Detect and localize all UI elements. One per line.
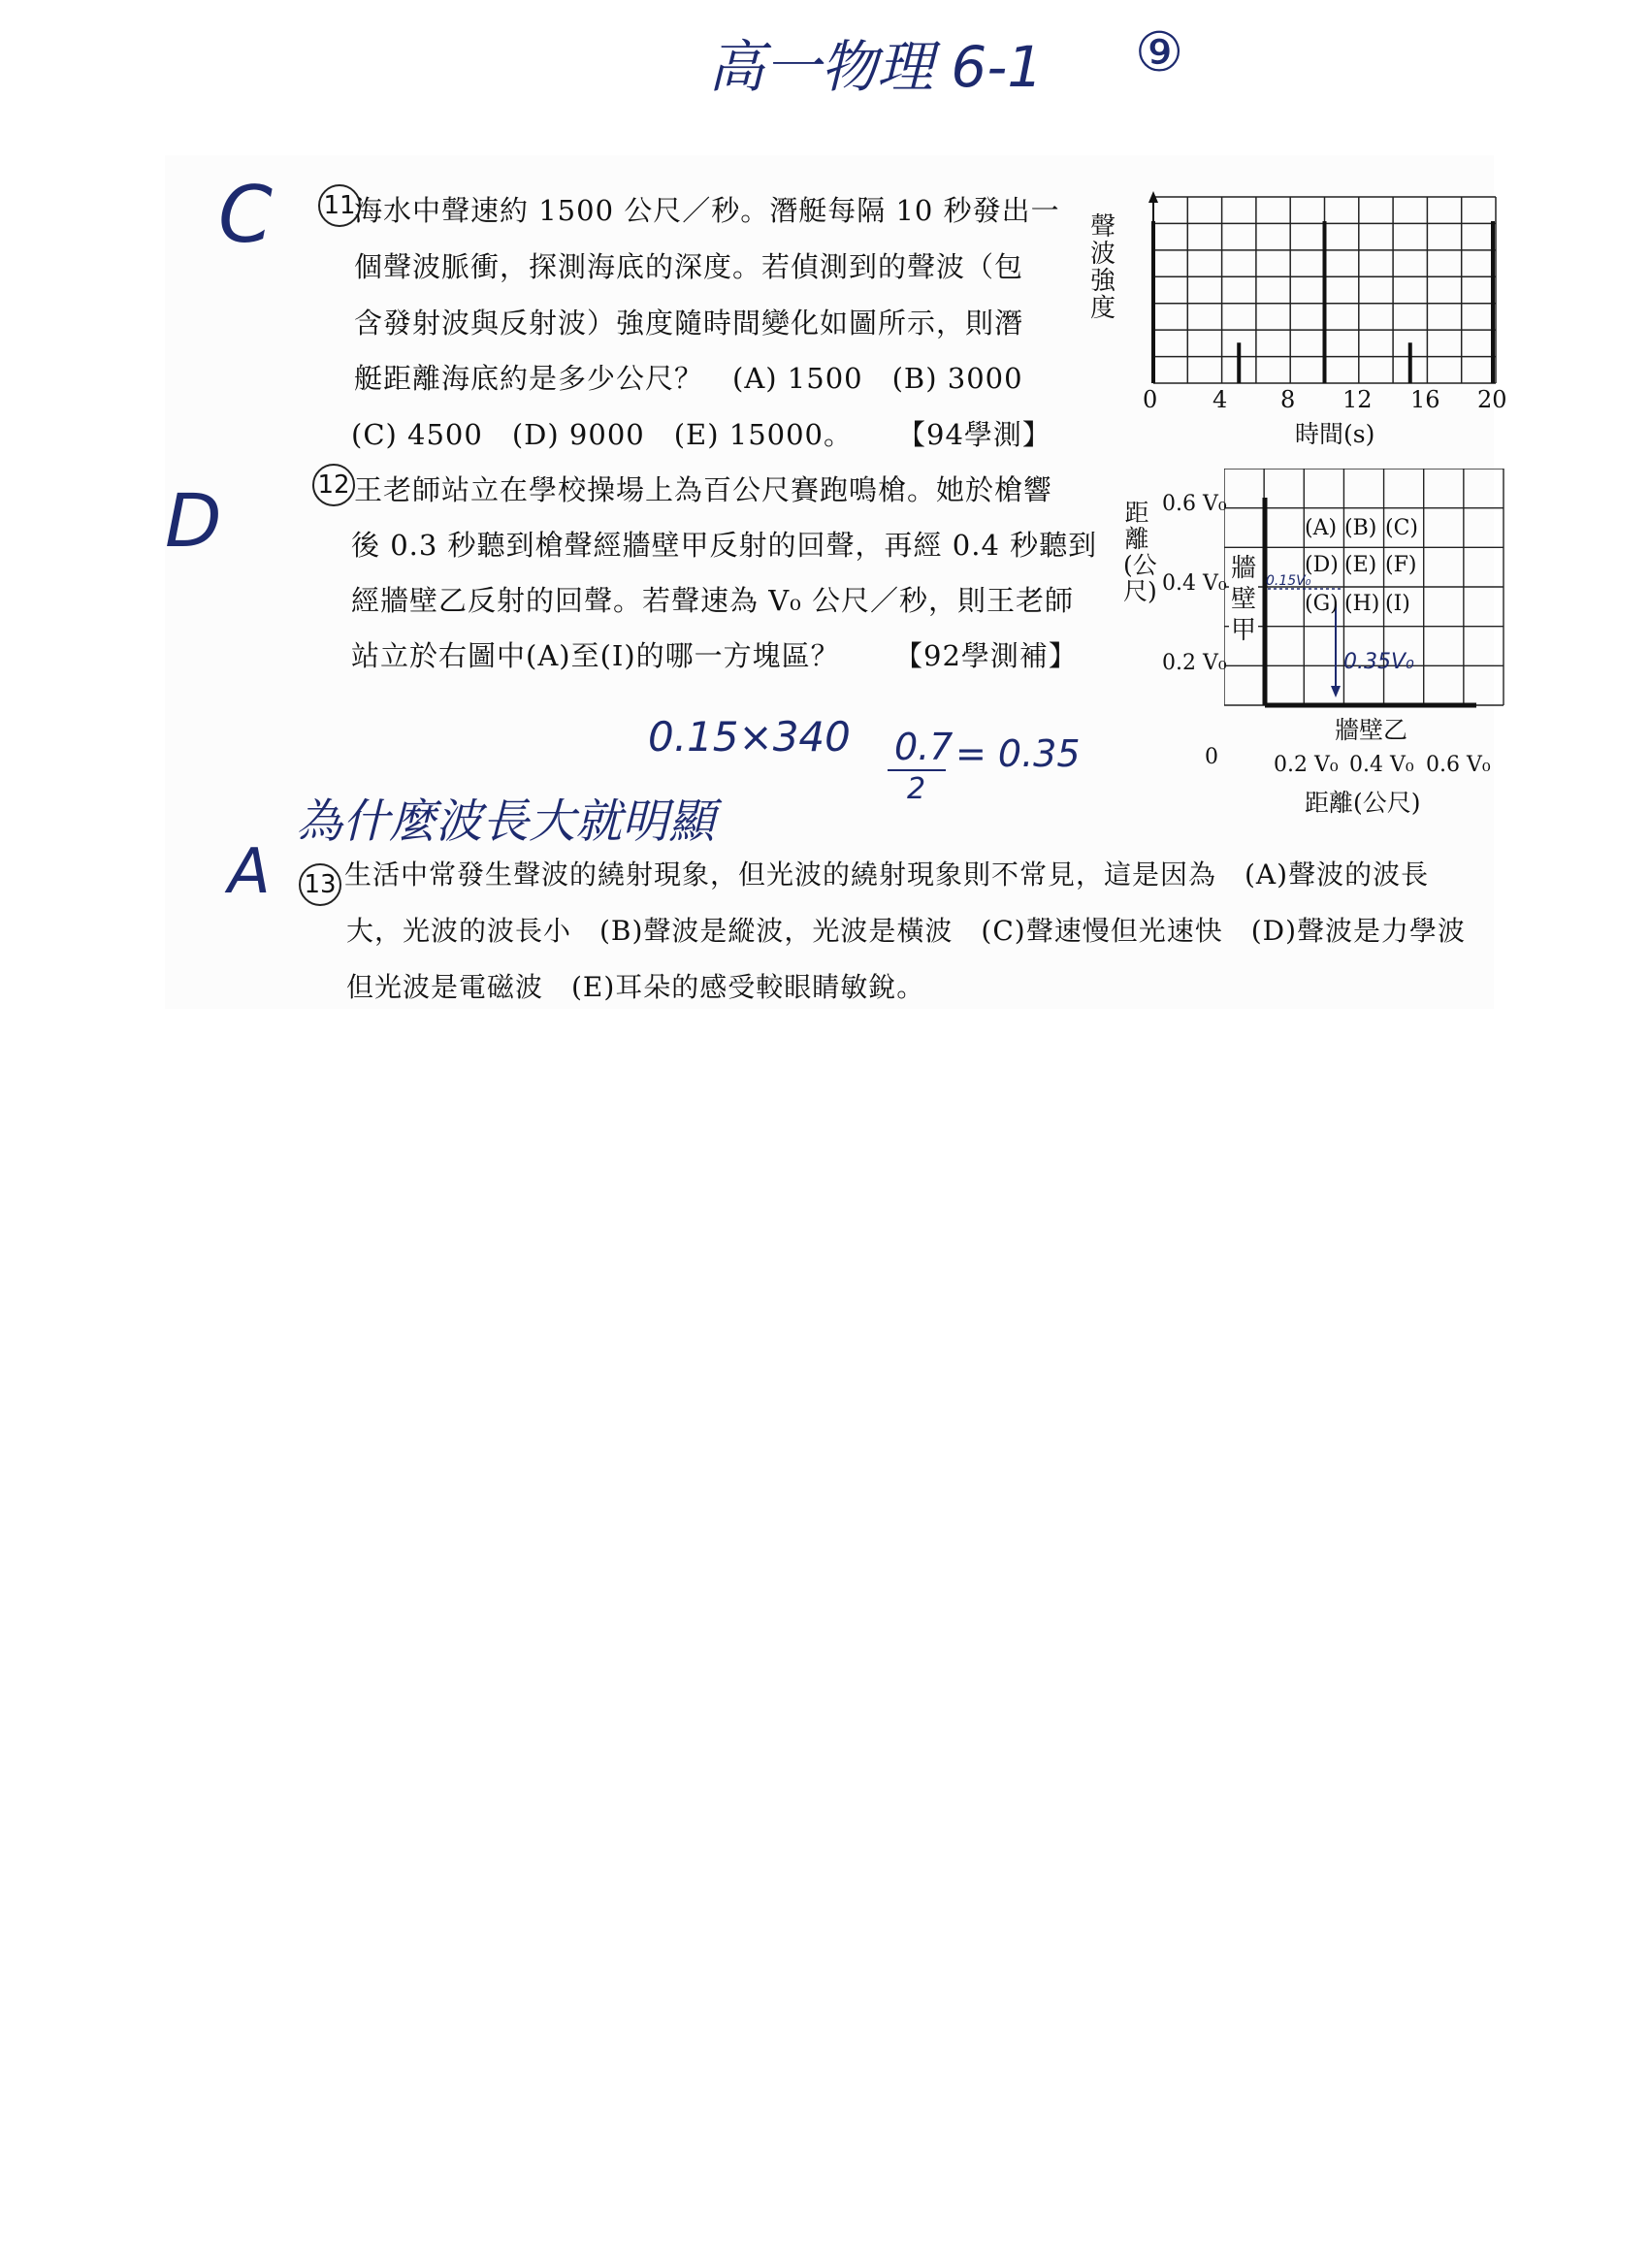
q11-xtick: 12 xyxy=(1342,386,1373,413)
q11-line-1: 海水中聲速約 1500 公尺／秒。潛艇每隔 10 秒發出一 xyxy=(354,194,1060,227)
q12-work-2-num: 0.7 xyxy=(894,726,954,768)
hand-guide-arrow xyxy=(1331,686,1341,697)
handwritten-title: 高一物理 6-1 xyxy=(708,34,1044,100)
cell-label-i: (I) xyxy=(1385,592,1410,616)
q12-student-answer: D xyxy=(165,477,222,564)
q11-xtick: 20 xyxy=(1477,386,1507,413)
q11-chart-ylabel: 聲波強度 xyxy=(1089,212,1116,323)
q11-line-4: 艇距離海底約是多少公尺？ (A) 1500 (B) 3000 xyxy=(354,362,1023,395)
q11-xtick: 16 xyxy=(1410,386,1440,413)
q12-chart-hand-note-1: 0.15V₀ xyxy=(1266,573,1311,589)
q11-student-answer: C xyxy=(218,170,273,260)
cell-label-b: (B) xyxy=(1344,516,1377,540)
q12-number-badge: 12 xyxy=(312,464,355,506)
q12-chart-xlabel: 距離(公尺) xyxy=(1305,789,1421,817)
q11-options-line: (C) 4500 (D) 9000 (E) 15000。 xyxy=(351,418,854,451)
q12-ytick: 0.4 V₀ xyxy=(1162,571,1227,596)
cell-label-d: (D) xyxy=(1305,553,1339,577)
q12-source: 【92學測補】 xyxy=(894,639,1078,672)
q11-xtick: 0 xyxy=(1143,386,1158,413)
q12-ytick: 0.2 V₀ xyxy=(1162,651,1227,675)
handwritten-mark: ⑨ xyxy=(1135,21,1184,84)
cell-label-c: (C) xyxy=(1385,516,1418,540)
q12-ytick: 0.6 V₀ xyxy=(1162,492,1227,516)
q12-xtick: 0 xyxy=(1205,745,1218,769)
q11-line-2: 個聲波脈衝，探測海底的深度。若偵測到的聲波（包 xyxy=(354,250,1024,283)
q12-work-2-den: 2 xyxy=(907,772,926,806)
cell-label-e: (E) xyxy=(1344,553,1377,577)
q12-work-1: 0.15×340 xyxy=(648,713,851,761)
cell-label-h: (H) xyxy=(1344,592,1380,616)
q11-number-badge: 11 xyxy=(318,184,361,227)
q12-chart-ylabel: 距離(公尺) xyxy=(1123,499,1157,605)
q12-chart-hand-note-2: 0.35V₀ xyxy=(1343,650,1414,674)
cell-label-g: (G) xyxy=(1305,592,1339,616)
q11-xtick: 8 xyxy=(1280,386,1296,413)
q12-xtick: 0.6 V₀ xyxy=(1426,753,1491,777)
q11-chart-xlabel: 時間(s) xyxy=(1295,420,1375,448)
cell-label-a: (A) xyxy=(1305,516,1338,540)
q11-sound-intensity-chart xyxy=(1135,189,1504,393)
wall-a-label: 牆壁甲 xyxy=(1230,554,1256,645)
q12-xtick: 0.4 V₀ xyxy=(1349,753,1414,777)
wall-b-label: 牆壁乙 xyxy=(1335,711,1407,746)
q11-chart-bars xyxy=(1153,221,1493,383)
q12-line-2: 後 0.3 秒聽到槍聲經牆壁甲反射的回聲，再經 0.4 秒聽到 xyxy=(351,529,1098,562)
q12-xtick: 0.2 V₀ xyxy=(1274,753,1339,777)
q11-line-3: 含發射波與反射波）強度隨時間變化如圖所示，則潛 xyxy=(354,307,1024,340)
q13-line-3: 但光波是電磁波 (E)耳朵的感受較眼睛敏銳。 xyxy=(346,971,925,1003)
q13-line-1: 生活中常發生聲波的繞射現象，但光波的繞射現象則不常見，這是因為 (A)聲波的波長 xyxy=(344,859,1430,891)
cell-label-f: (F) xyxy=(1385,553,1417,577)
q12-position-grid xyxy=(1224,469,1505,711)
q12-line-4: 站立於右圖中(A)至(I)的哪一方塊區？ xyxy=(351,639,840,672)
q12-line-3: 經牆壁乙反射的回聲。若聲速為 V₀ 公尺／秒，則王老師 xyxy=(351,584,1075,617)
q12-line-1: 王老師站立在學校操場上為百公尺賽跑鳴槍。她於槍響 xyxy=(354,473,1053,506)
q11-xtick: 4 xyxy=(1212,386,1228,413)
q12-work-2-result: = 0.35 xyxy=(955,732,1081,775)
handwritten-question: 為什麼波長大就明顯 xyxy=(296,794,716,849)
q13-number-badge: 13 xyxy=(299,863,341,906)
q11-source: 【94學測】 xyxy=(897,418,1051,451)
q12-work-2-fraction-bar xyxy=(888,769,946,771)
q13-student-answer: A xyxy=(228,836,271,908)
q13-line-2: 大，光波的波長小 (B)聲波是縱波，光波是橫波 (C)聲速慢但光速快 (D)聲波是力學波 xyxy=(346,915,1466,947)
